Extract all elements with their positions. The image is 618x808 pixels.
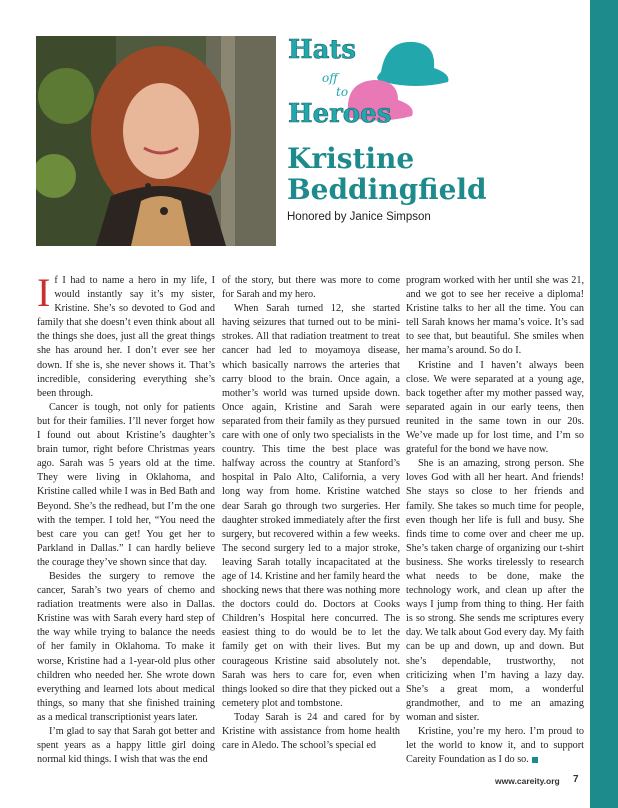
hats-off-to-heroes-logo [286,30,456,130]
drop-cap: I [37,270,51,315]
article-title [287,143,487,205]
portrait-illustration [36,36,276,246]
paragraph: Cancer is tough, not only for patients but for their families. I’ll never forget how I found out about Kristine’s daughter’s brain tumor, right before Christmas years ago. Sarah was 5 years old at the time. They were living in Oklahoma, and Kristine called while I was in Bed Bath and Beyond. She’s the redhead, but I’m the one with the temper. I told her, “You need the best care you can get! You get her to Parkland in Dallas.” I can hardly believe the courage they’ve shown since that day. [37,401,215,568]
end-of-article-icon [532,757,538,763]
article-byline: Honored by Janice Simpson [287,211,431,223]
paragraph: Besides the surgery to remove the cancer, Sarah’s two years of chemo and radiation treatments were also in Dallas. Kristine was with Sarah every hard step of the way while trying to balance the needs of her family in Oklahoma. To make it worse, Kristine had a 1-year-old plus other children who needed her. She wrote down everything and learned lots about medical things, so many that she finished training as a medical transcriptionist years later. [37,570,215,723]
page-edge-accent-bar [590,0,618,808]
paragraph: Kristine and I haven’t always been close. We were separated at a young age, back together after my mother passed way, separated again in our early teens, then reunited in the same town in our 20s. We’ve made up for lost time, and I’m so grateful for the bond we have now. [406,359,584,456]
portrait-photo [36,36,276,246]
svg-text:Heroes: Heroes [288,99,392,129]
paragraph: Kristine, you’re my hero. I’m proud to let the world to know it, and to support Careity Foundation as I do so. [406,726,584,766]
paragraph: I’m glad to say that Sarah got better and spent years as a happy little girl doing normal kid things. I wish that was the end [37,726,215,766]
article-column-3 [406,274,584,767]
paragraph: program worked with her until she was 21, and we got to see her receive a diploma! Kristine talks to her all the time. You can tell Sarah knows her mama’s voice. It’s sad to see that, but beautiful. She smiles when her mama’s around. So do I. [406,275,584,357]
paragraph: of the story, but there was more to come for Sarah and my hero. [222,275,400,301]
paragraph: Today Sarah is 24 and cared for by Kristine with assistance from home health care in Aledo. The school’s special ed [222,711,400,752]
title-last-name: Beddingfield [287,173,487,206]
svg-text:Hats: Hats [288,35,357,65]
page-number: 7 [573,774,579,785]
article-column-2 [222,274,400,753]
title-first-name: Kristine [287,142,415,175]
article-column-1 [37,270,215,767]
svg-text:to: to [336,85,349,99]
svg-text:off: off [322,71,338,85]
paragraph: She is an amazing, strong person. She loves God with all her heart. And friends! She stays so close to her friends and family. She takes so much time for people, even though her life is full and busy. She finds time to come over and cheer me up. She’s taken charge of organizing our t-shirt business. She works tirelessly to research what needs to be done, make the technology work, and clean up after the ways I jump from thing to thing. Her faith is so strong. She sends me scriptures every day. We talk about God every day. My faith can be up and down, up and down. But she’s dependable, trustworthy, not criticizing when I’m having a lazy day. She’s a great mom, a wonderful grandmother, and to me an amazing woman and sister. [406,458,584,723]
footer-website-link[interactable]: www.careity.org [495,776,560,786]
paragraph: If I had to name a hero in my life, I would instantly say it’s my sister, Kristine. She’s so devoted to God and family that she doesn’t even think about all the things she does, just all the great things she has around her. I don’t ever see her down. If she is, she never shows it. That’s incredible, considering everything she’s been through. [37,270,215,399]
paragraph: When Sarah turned 12, she started having seizures that turned out to be mini-strokes. All that radiation treatment to treat cancer had led to moyamoya disease, which basically narrows the arteries that carry blood to the brain. Once again, a mother’s world was turned upside down. Once again, Kristine and Sarah were separated from their family as they pursued care with one of only two specialists in the country. This time the best place was halfway across the country at Stanford’s hospital in Palo Alto, California, a very long way from home. Kristine watched dear Sarah go through two surgeries. Her daughter stroked immediately after the first surgery, but recovered within a few weeks. The second surgery led to a major stroke, leaving Sarah totally incapacitated at the age of 14. Kristine and her family heard the shocking news that there was nothing more the doctors could do. Doctors at Cooks Children’s Hospital here concurred. The easiest thing to do would be to let the family get on with their lives. But my courageous Kristine said absolutely not. Sarah was hers to care for, even when things looked so dire that they picked out a cemetery plot and tombstone. [222,303,400,709]
